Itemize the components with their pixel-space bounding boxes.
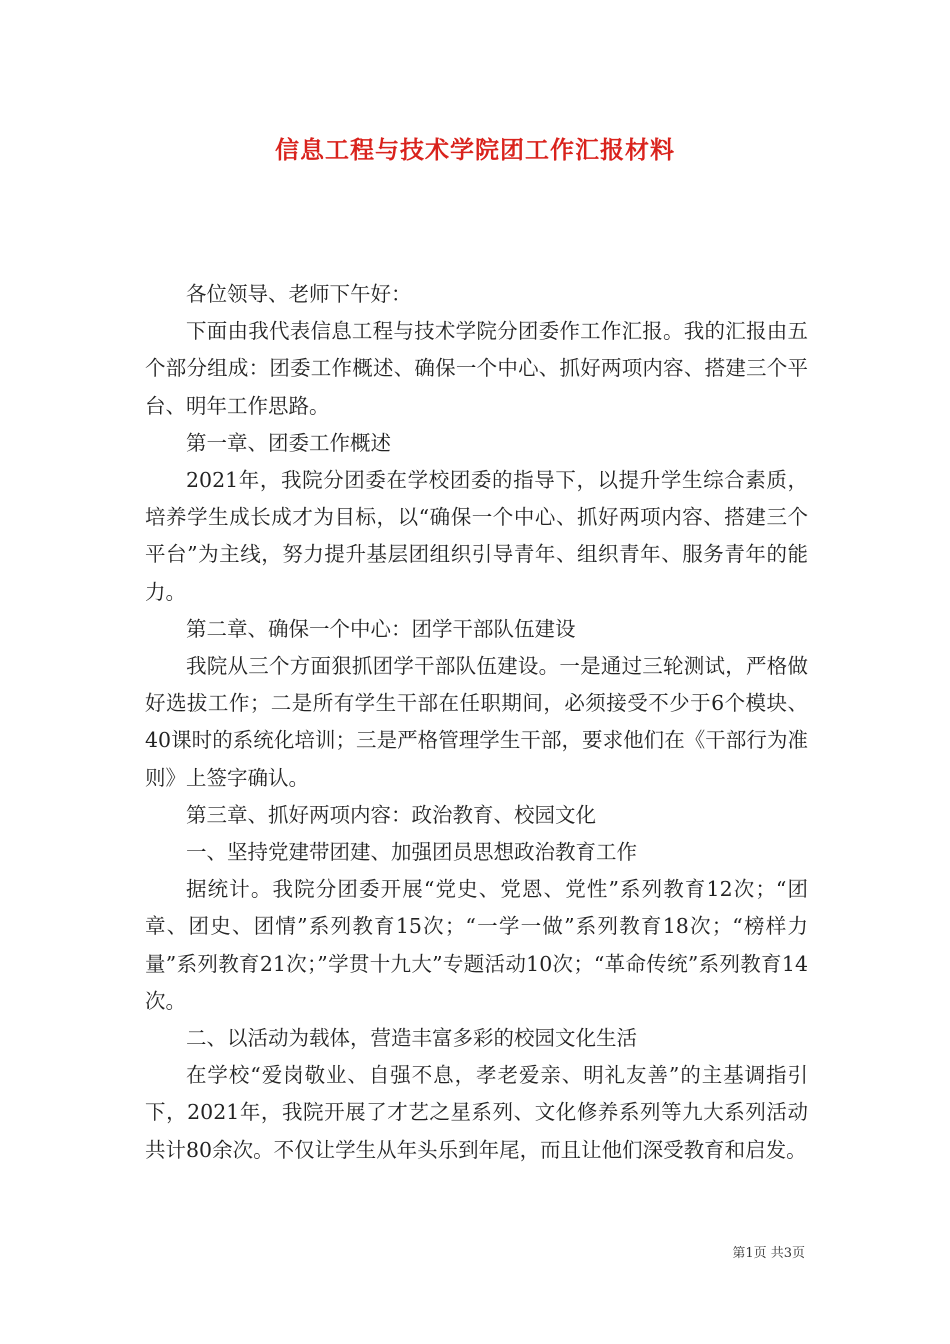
paragraph-overview: 2021年，我院分团委在学校团委的指导下，以提升学生综合素质，培养学生成长成才为目标，以“确保一个中心、抓好两项内容、搭建三个平台”为主线，努力提升基层团组织引导青年、组织青年、服务青年的能力。: [145, 468, 808, 604]
document-body: [145, 276, 808, 1169]
paragraph-greeting: 各位领导、老师下午好：: [186, 282, 412, 306]
document-title: 信息工程与技术学院团工作汇报材料: [275, 135, 675, 164]
section-heading-1: 一、坚持党建带团建、加强团员思想政治教育工作: [186, 840, 637, 865]
paragraph-activities: 在学校“爱岗敬业、自强不息，孝老爱亲、明礼友善”的主基调指引下，2021年，我院开展了才艺之星系列、文化修养系列等九大系列活动共计80余次。不仅让学生从年头乐到年尾，而且让他们深受教育和启发。: [145, 1063, 808, 1162]
section-heading-2: 二、以活动为载体，营造丰富多彩的校园文化生活: [186, 1026, 637, 1051]
page-number: 第1页 共3页: [732, 1246, 805, 1261]
chapter-heading-3: 第三章、抓好两项内容：政治教育、校园文化: [186, 802, 596, 827]
paragraph-statistics: 据统计。我院分团委开展“党史、党恩、党性”系列教育12次；“团章、团史、团情”系列教育15次；“一学一做”系列教育18次；“榜样力量”系列教育21次；”学贯十九大”专题活动10次；“革命传统”系列教育14次。: [145, 877, 808, 1013]
paragraph-cadre: 我院从三个方面狠抓团学干部队伍建设。一是通过三轮测试，严格做好选拔工作；二是所有学生干部在任职期间，必须接受不少于6个模块、40课时的系统化培训；三是严格管理学生干部，要求他们在《干部行为准则》上签字确认。: [145, 654, 808, 790]
paragraph-intro: 下面由我代表信息工程与技术学院分团委作工作汇报。我的汇报由五个部分组成：团委工作概述、确保一个中心、抓好两项内容、搭建三个平台、明年工作思路。: [145, 319, 808, 418]
chapter-heading-1: 第一章、团委工作概述: [186, 430, 391, 455]
chapter-heading-2: 第二章、确保一个中心：团学干部队伍建设: [186, 616, 576, 641]
